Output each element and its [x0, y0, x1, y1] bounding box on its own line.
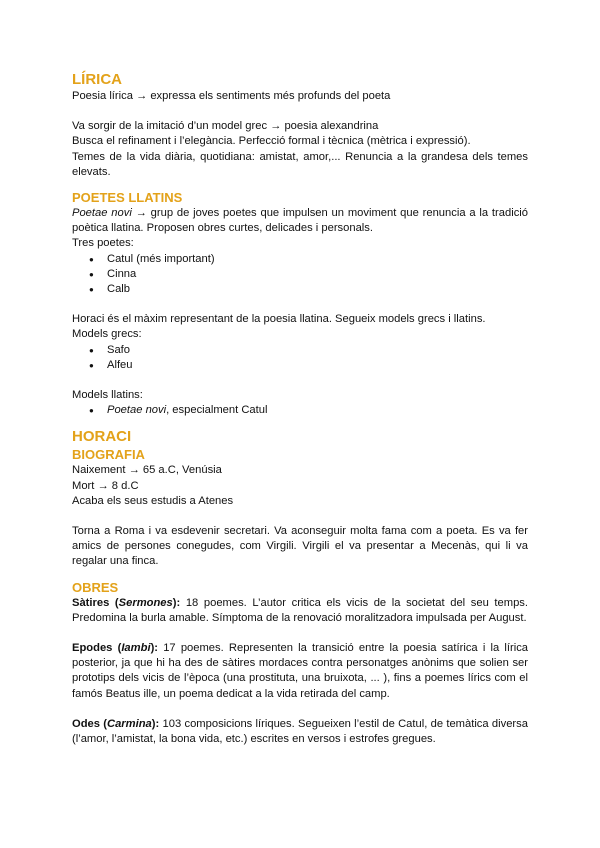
epodes-latin: Iambi — [121, 642, 151, 655]
odes-paragraph — [72, 717, 528, 747]
poetae-novi-paragraph — [72, 206, 528, 236]
naixement-line: Naixement → 65 a.C, Venúsia — [72, 464, 222, 477]
satires-latin: Sermones — [118, 596, 173, 609]
odes-title — [72, 718, 159, 730]
odes-close: ): — [151, 717, 160, 730]
horaci-heading: HORACI — [72, 428, 132, 446]
epodes-close: ): — [150, 642, 159, 655]
epodes-title — [72, 642, 158, 654]
list-item: ● Safo — [72, 343, 528, 358]
epodes-text: 17 poemes. Representen la transició entre la poesia satírica i la lírica posterior, ja que hi ha des de sàtires mordaces contra personatges anònims que solien ser prototips dels vicis de l’època (una prostituta, una bruixota, ... ), fins a poemes lírics com el famós Beatus ille, un poema dedicat a la vida retirada del camp. — [72, 642, 529, 700]
lirica-definition: Poesia lírica → expressa els sentiments més profunds del poeta — [72, 90, 391, 102]
horaci-representant: Horaci és el màxim representant de la poesia llatina. Segueix models grecs i llatins. — [72, 313, 486, 326]
biografia-heading: BIOGRAFIA — [72, 447, 145, 463]
lirica-refinement: Busca el refinament i l’elegància. Perfecció formal i tècnica (mètrica i expressió). — [72, 135, 471, 148]
models-grecs-list — [72, 343, 528, 373]
list-item: ● Cinna — [72, 267, 528, 282]
satires-name: Sàtires ( — [72, 596, 119, 609]
estudis-line: Acaba els seus estudis a Atenes — [72, 494, 234, 507]
models-llatins-label: Models llatins: — [72, 389, 143, 402]
models-llatins-list — [72, 403, 528, 418]
list-item: ● Alfeu — [72, 358, 528, 373]
lirica-heading: LÍRICA — [72, 71, 122, 88]
list-item: ● Catul (més important) — [72, 252, 528, 267]
satires-close: ): — [172, 596, 181, 609]
lirica-themes: Temes de la vida diària, quotidiana: amistat, amor,... Renuncia a la grandesa dels temes elevats. — [72, 150, 528, 178]
obres-heading: OBRES — [72, 579, 119, 595]
document-page — [72, 70, 528, 747]
lirica-origin: Va sorgir de la imitació d’un model grec → poesia alexandrina — [72, 120, 379, 133]
odes-latin: Carmina — [107, 717, 152, 730]
poetae-novi-term: Poetae novi — [72, 207, 132, 220]
tres-poetes-list — [72, 252, 528, 298]
tres-poetes-label: Tres poetes: — [72, 237, 134, 250]
list-item: ● Calb — [72, 282, 528, 297]
satires-title — [72, 597, 180, 609]
odes-text: 103 composicions líriques. Segueixen l’estil de Catul, de temàtica diversa (l’amor, l’amistat, la bona vida, etc.) escrites en versos i estrofes gregues. — [72, 717, 528, 746]
list-item — [72, 403, 528, 418]
satires-paragraph — [72, 596, 528, 626]
list-item-text: , especialment Catul — [166, 404, 268, 417]
epodes-name: Epodes ( — [72, 642, 122, 655]
satires-text: 18 poemes. L’autor critica els vicis de la societat del seu temps. Predomina la burla amable. Símptoma de la renovació moralitzadora impulsada per August. — [72, 596, 528, 624]
odes-name: Odes ( — [72, 717, 107, 730]
poetae-novi-text: → grup de joves poetes que impulsen un moviment que renuncia a la tradició poètica llatina. Proposen obres curtes, delicades i personals. — [72, 207, 528, 235]
epodes-paragraph — [72, 641, 528, 702]
biografia-paragraph: Torna a Roma i va esdevenir secretari. Va aconseguir molta fama com a poeta. Es va fer amics de persones conegudes, com Virgili. Virgili el va presentar a Mecenàs, qui li va regalar una finca. — [72, 525, 528, 568]
poetae-novi-term: Poetae novi — [107, 404, 167, 417]
mort-line: Mort → 8 d.C — [72, 479, 139, 492]
poetes-llatins-heading: POETES LLATINS — [72, 190, 183, 206]
models-grecs-label: Models grecs: — [72, 328, 142, 341]
